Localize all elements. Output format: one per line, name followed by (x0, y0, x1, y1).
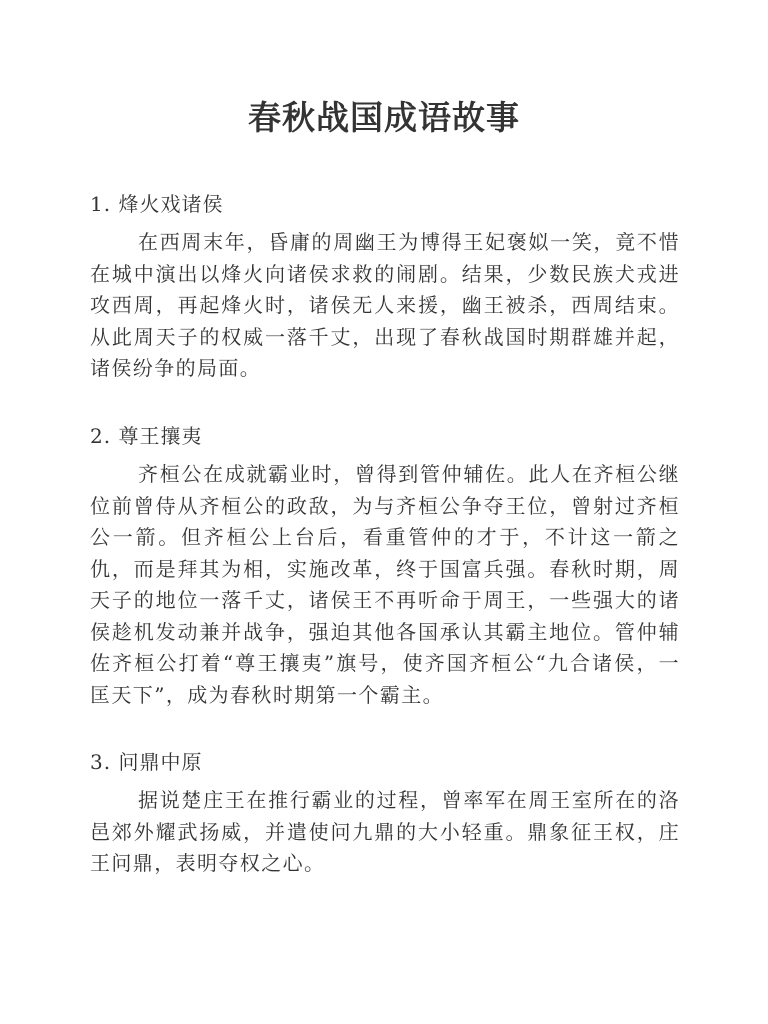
section-revere-king (90, 421, 680, 711)
section-heading: 1. 烽火戏诸侯 (90, 192, 224, 216)
section-inquire-cauldron (90, 747, 680, 880)
section-paragraph: 在西周末年，昏庸的周幽王为博得王妃褒姒一笑，竟不惜在城中演出以烽火向诸侯求救的闹剧。结果，少数民族犬戎进攻西周，再起烽火时，诸侯无人来援，幽王被杀，西周结束。从此周天子的权威一落千丈，出现了春秋战国时期群雄并起，诸侯纷争的局面。 (90, 230, 680, 380)
section-heading: 3. 问鼎中原 (90, 750, 203, 774)
section-heading: 2. 尊王攘夷 (90, 424, 203, 448)
section-paragraph: 齐桓公在成就霸业时，曾得到管仲辅佐。此人在齐桓公继位前曾侍从齐桓公的政敌，为与齐桓公争夺王位，曾射过齐桓公一箭。但齐桓公上台后，看重管仲的才于，不计这一箭之仇，而是拜其为相，实施改革，终于国富兵强。春秋时期，周天子的地位一落千丈，诸侯王不再听命于周王，一些强大的诸侯趁机发动兼并战争，强迫其他各国承认其霸主地位。管仲辅佐齐桓公打着“尊王攘夷”旗号，使齐国齐桓公“九合诸侯，一匡天下”，成为春秋时期第一个霸主。 (90, 462, 680, 707)
section-paragraph: 据说楚庄王在推行霸业的过程，曾率军在周王室所在的洛邑郊外耀武扬威，并遣使问九鼎的大小轻重。鼎象征王权，庄王问鼎，表明夺权之心。 (90, 788, 680, 875)
section-beacon-fires (90, 189, 680, 385)
page-title: 春秋战国成语故事 (248, 98, 520, 137)
